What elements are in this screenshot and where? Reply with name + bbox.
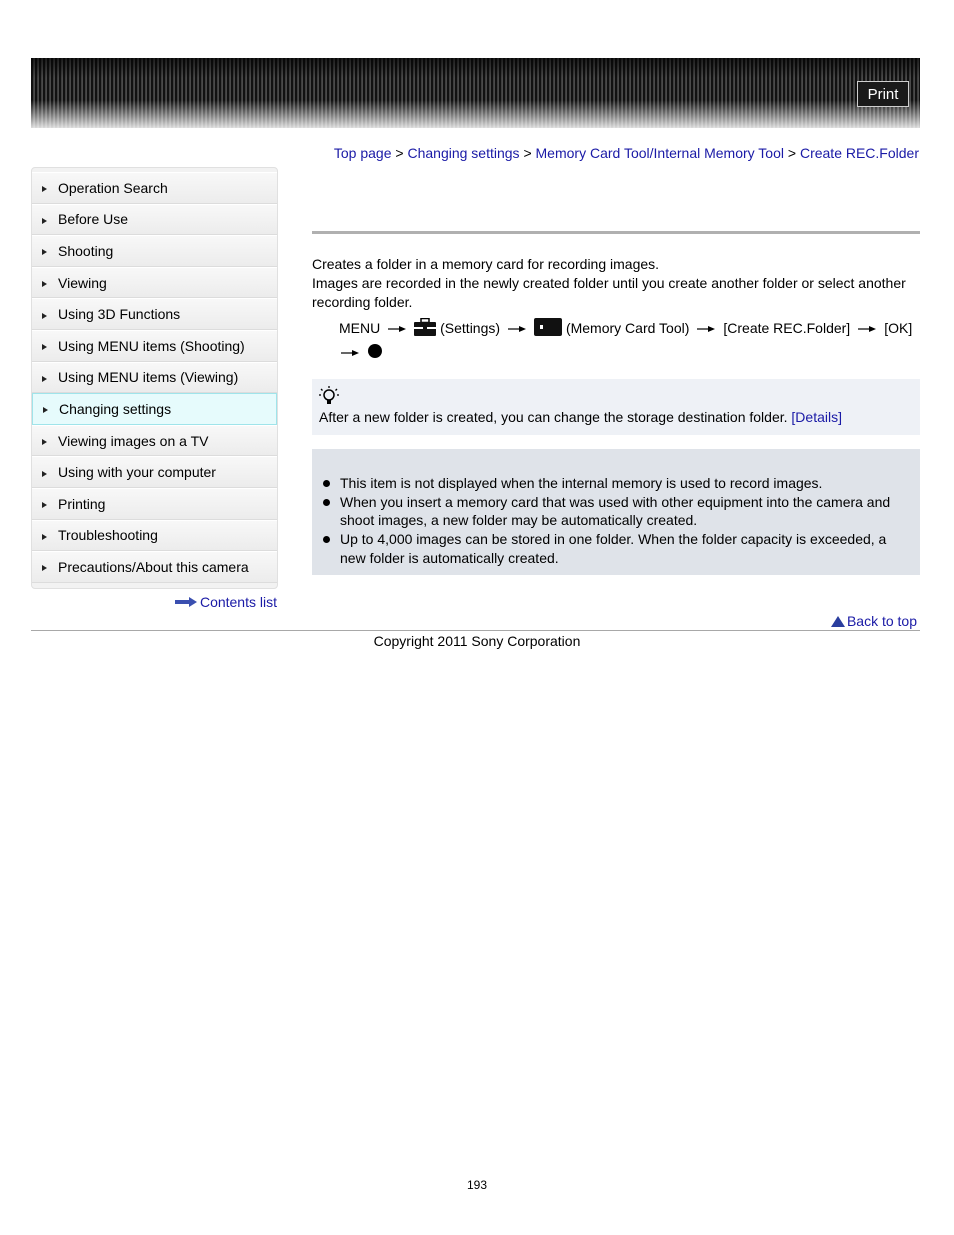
sidebar-item-label: Changing settings	[59, 400, 172, 417]
breadcrumb	[334, 145, 919, 161]
copyright: Copyright 2011 Sony Corporation	[373, 633, 581, 649]
contents-list-link[interactable]	[175, 594, 277, 610]
sidebar-nav	[31, 167, 278, 589]
note-list	[320, 474, 910, 568]
title-divider	[312, 231, 920, 234]
arrow-right-icon	[42, 249, 47, 255]
arrow-right-icon	[42, 313, 47, 319]
toolbox-settings-icon	[414, 318, 436, 336]
sidebar-item-viewing[interactable]	[32, 267, 277, 299]
sidebar-item-label: Before Use	[58, 211, 129, 228]
list-item	[320, 493, 910, 530]
breadcrumb-separator: >	[787, 145, 797, 161]
procedure-ok: [OK]	[884, 320, 913, 336]
breadcrumb-changing-settings[interactable]: Changing settings	[407, 145, 520, 161]
sidebar-item-precautions[interactable]	[32, 551, 277, 583]
arrow-right-icon	[42, 439, 47, 445]
sidebar-item-label: Using 3D Functions	[58, 306, 181, 323]
back-to-top-link[interactable]	[831, 613, 917, 629]
arrow-right-icon	[42, 218, 47, 224]
sidebar-item-label: Using with your computer	[58, 464, 216, 481]
sidebar-item-label: Operation Search	[58, 179, 168, 196]
hint-text	[319, 409, 842, 425]
breadcrumb-separator: >	[523, 145, 532, 161]
hint-box	[312, 379, 920, 435]
sidebar-item-label: Viewing images on a TV	[58, 432, 209, 449]
note-text: When you insert a memory card that was used with other equipment into the camera and shoot images, a new folder may be automatically created.	[340, 493, 891, 529]
note-text: This item is not displayed when the internal memory is used to record images.	[340, 475, 823, 491]
arrow-right-icon	[42, 281, 47, 287]
breadcrumb-create-rec-folder[interactable]: Create REC.Folder	[799, 145, 919, 161]
breadcrumb-separator: >	[395, 145, 404, 161]
bullet-icon	[323, 536, 330, 543]
arrow-right-icon	[175, 597, 197, 607]
list-item	[320, 474, 910, 493]
sidebar-item-label: Precautions/About this camera	[58, 558, 249, 575]
breadcrumb-memory-card-tool[interactable]: Memory Card Tool/Internal Memory Tool	[535, 145, 784, 161]
procedure-memory-card-tool: (Memory Card Tool)	[565, 320, 690, 336]
arrow-right-icon	[42, 471, 47, 477]
sidebar-item-label: Troubleshooting	[58, 527, 158, 544]
description-line: Creates a folder in a memory card for recording images.	[312, 256, 660, 272]
lightbulb-icon	[319, 386, 339, 406]
sidebar-item-menu-shooting[interactable]	[32, 330, 277, 362]
sidebar-item-label: Using MENU items (Shooting)	[58, 337, 245, 354]
description-line: Images are recorded in the newly created folder until you create another folder or select another recording folder.	[312, 275, 906, 310]
bullet-icon	[323, 480, 330, 487]
details-link[interactable]: [Details]	[791, 409, 842, 425]
arrow-right-icon	[341, 349, 359, 357]
memory-card-tool-icon	[534, 318, 562, 336]
arrow-right-icon	[42, 534, 47, 540]
arrow-right-icon	[697, 325, 715, 333]
page-number: 193	[466, 1178, 488, 1192]
sidebar-item-3d-functions[interactable]	[32, 298, 277, 330]
sidebar-item-computer[interactable]	[32, 456, 277, 488]
bullet-icon	[323, 499, 330, 506]
sidebar-item-menu-viewing[interactable]	[32, 362, 277, 394]
footer-divider	[31, 630, 920, 631]
arrow-right-icon	[42, 565, 47, 571]
note-text: Up to 4,000 images can be stored in one folder. When the folder capacity is exceeded, a new folder is automatically created.	[340, 531, 887, 566]
back-to-top-label: Back to top	[846, 613, 917, 629]
description	[312, 255, 920, 312]
sidebar-item-label: Shooting	[58, 242, 114, 259]
arrow-right-icon	[388, 325, 406, 333]
arrow-right-icon	[858, 325, 876, 333]
print-button[interactable]: Print	[857, 81, 909, 107]
header-banner	[31, 58, 920, 128]
arrow-right-icon	[42, 186, 47, 192]
sidebar-item-changing-settings[interactable]	[32, 393, 277, 425]
contents-list-label: Contents list	[199, 594, 277, 610]
sidebar-item-label: Printing	[58, 495, 106, 512]
hint-body: After a new folder is created, you can change the storage destination folder.	[319, 409, 788, 425]
center-button-icon	[367, 343, 383, 359]
sidebar-item-before-use[interactable]	[32, 204, 277, 236]
note-box	[312, 449, 920, 575]
sidebar-item-operation-search[interactable]	[32, 172, 277, 204]
arrow-right-icon	[42, 344, 47, 350]
arrow-right-icon	[42, 502, 47, 508]
list-item	[320, 530, 910, 567]
arrow-right-icon	[508, 325, 526, 333]
procedure-settings: (Settings)	[440, 320, 501, 336]
procedure-create-rec-folder: [Create REC.Folder]	[723, 320, 851, 336]
procedure	[339, 316, 919, 364]
procedure-menu: MENU	[339, 320, 381, 336]
arrow-right-icon	[42, 376, 47, 382]
breadcrumb-top-page[interactable]: Top page	[333, 145, 392, 161]
sidebar-item-troubleshooting[interactable]	[32, 520, 277, 552]
sidebar-item-viewing-tv[interactable]	[32, 425, 277, 457]
sidebar-item-printing[interactable]	[32, 488, 277, 520]
sidebar-item-label: Using MENU items (Viewing)	[58, 369, 239, 386]
triangle-up-icon	[831, 616, 845, 627]
sidebar-item-label: Viewing	[58, 274, 107, 291]
arrow-right-icon	[43, 407, 48, 413]
sidebar-item-shooting[interactable]	[32, 235, 277, 267]
